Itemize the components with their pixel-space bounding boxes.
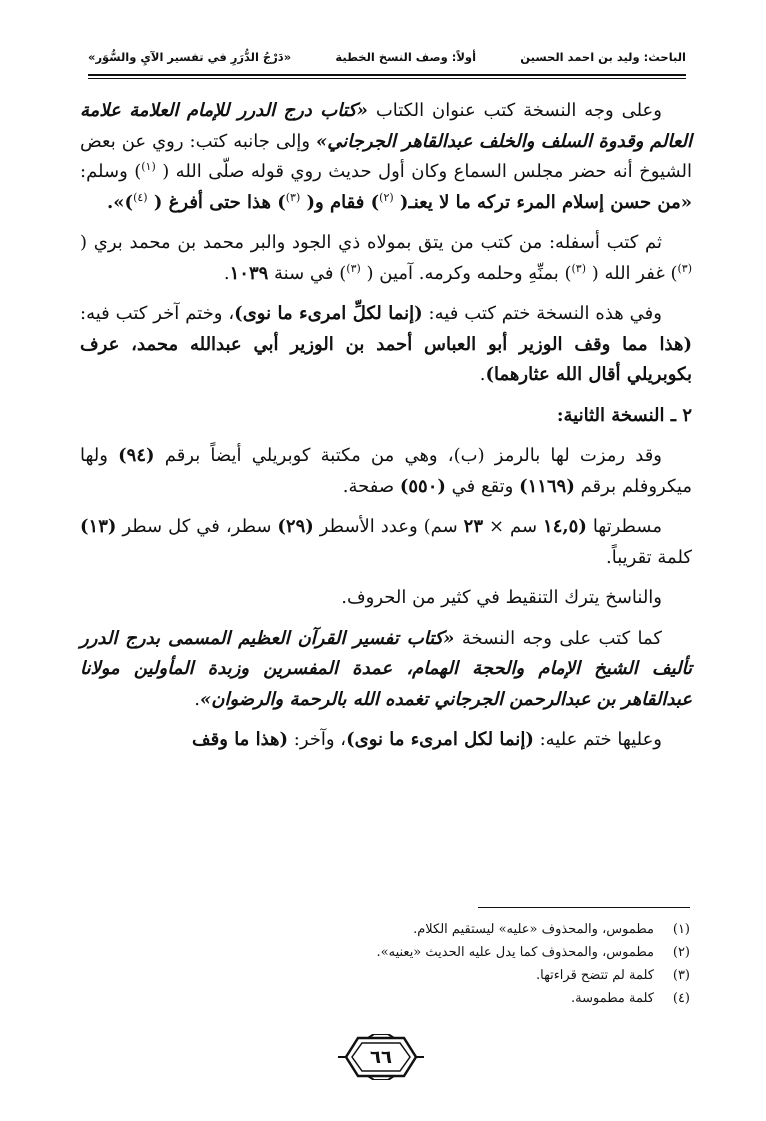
paragraph-3: وفي هذه النسخة ختم كتب فيه: (إنما لكلِّ امرىء ما نوى)، وختم آخر كتب فيه: (هذا مما وقف الوزير أبو العباس أحمد بن الوزير أبي عبدالله محمد، عرف بكوبريلي أقال الله عثارهما). bbox=[80, 303, 692, 385]
footnote-item: (١) مطموس، والمحذوف «عليه» ليستقيم الكلام. bbox=[413, 922, 690, 937]
header-rule bbox=[88, 78, 686, 79]
main-text bbox=[80, 96, 692, 766]
footnote-ref: (٣) bbox=[346, 261, 361, 275]
year: ١٠٣٩ bbox=[229, 262, 269, 284]
footnote-ref: (١) bbox=[141, 160, 156, 173]
paragraph-2: ثم كتب أسفله: من كتب من يتق بمولاه ذي الجود والبر محمد بن محمد بري ( $^{(٣)}$) غفر الله ( $^{(٣)}$) بمنِّهِ وحلمه وكرمه. آمين ( $^{(٣)}$) في سنة ١٠٣٩. bbox=[80, 232, 692, 284]
footnote-ref: (٣) bbox=[571, 261, 586, 275]
footnote-ref: (٢) bbox=[379, 190, 394, 204]
header-book-title: «دَرْجُ الدُّرَرِ في تفسير الآيِ والسُّوَر» bbox=[88, 50, 292, 64]
header-section: أولاً: وصف النسخ الخطية bbox=[335, 50, 477, 64]
waqf-text: (هذا مما وقف الوزير أبو العباس أحمد بن الوزير أبي عبدالله محمد، عرف بكوبريلي أقال الله عثارهما) bbox=[80, 333, 692, 385]
paragraph-5: مسطرتها (١٤,٥ سم × ٢٣ سم) وعدد الأسطر (٢٩) سطر، في كل سطر (١٣) كلمة تقريباً. bbox=[80, 516, 692, 568]
paragraph-6: والناسخ يترك التنقيط في كثير من الحروف. bbox=[341, 587, 662, 608]
footnote-item: (٢) مطموس، والمحذوف كما يدل عليه الحديث «يعنيه». bbox=[376, 945, 690, 960]
running-header bbox=[88, 40, 686, 76]
footnote-separator bbox=[478, 907, 690, 908]
footnote-ref: (٣) bbox=[677, 261, 692, 275]
footnotes bbox=[260, 918, 690, 1010]
paragraph-1: وعلى وجه النسخة كتب عنوان الكتاب «كتاب درج الدرر للإمام العلامة علامة العالم وقدوة السلف والخلف عبدالقاهر الجرجاني» وإلى جانبه كتب: روي عن بعض الشيوخ أنه حضر مجلس السماع وكان أول حديث روي قوله صلّى الله ( $^{(١)}$) وسلم: «من حسن إسلام المرء تركه ما لا يعنـ( $^{(٢)}$) فقام و( $^{(٣)}$) هذا حتى أفرغ ( $^{(٤)}$)». bbox=[80, 100, 692, 213]
page-number-badge bbox=[338, 1034, 424, 1080]
header-author: الباحث: وليد بن احمد الحسين bbox=[520, 50, 686, 64]
footnote-item: (٣) كلمة لم تتضح قراءتها. bbox=[535, 968, 690, 983]
page-number: ٦٦ bbox=[370, 1046, 392, 1068]
book-title-quote: «كتاب تفسير القرآن العظيم المسمى بدرج الدرر تأليف الشيخ الإمام والحجة الهمام، عمدة المفسرين وزبدة المأولين مولانا عبدالقاهر بن عبدالرحمن الجرجاني تغمده الله بالرحمة والرضوان» bbox=[80, 627, 692, 710]
hadith-quote: «من حسن إسلام المرء تركه ما لا يعنـ( bbox=[393, 191, 692, 213]
section-heading: ٢ ـ النسخة الثانية: bbox=[556, 404, 692, 426]
seal-text: (إنما لكلِّ امرىء ما نوى) bbox=[234, 303, 423, 324]
paragraph-4: وقد رمزت لها بالرمز (ب)، وهي من مكتبة كوبريلي أيضاً برقم (٩٤) ولها ميكروفلم برقم (١١٦٩) وتقع في (٥٥٠) صفحة. bbox=[80, 445, 692, 497]
footnote-ref: (٣) bbox=[285, 190, 301, 204]
paragraph-8: وعليها ختم عليه: (إنما لكل امرىء ما نوى)، وآخر: (هذا ما وقف bbox=[192, 729, 662, 750]
footnote-item: (٤) كلمة مطموسة. bbox=[571, 991, 690, 1006]
paragraph-7: كما كتب على وجه النسخة «كتاب تفسير القرآن العظيم المسمى بدرج الدرر تأليف الشيخ الإمام والحجة الهمام، عمدة المفسرين وزبدة المأولين مولانا عبدالقاهر بن عبدالرحمن الجرجاني تغمده الله بالرحمة والرضوان». bbox=[80, 627, 692, 710]
footnote-ref: (٤) bbox=[133, 190, 148, 204]
book-title-quote: «كتاب درج الدرر للإمام العلامة علامة العالم وقدوة السلف والخلف عبدالقاهر الجرجاني» bbox=[80, 100, 692, 152]
